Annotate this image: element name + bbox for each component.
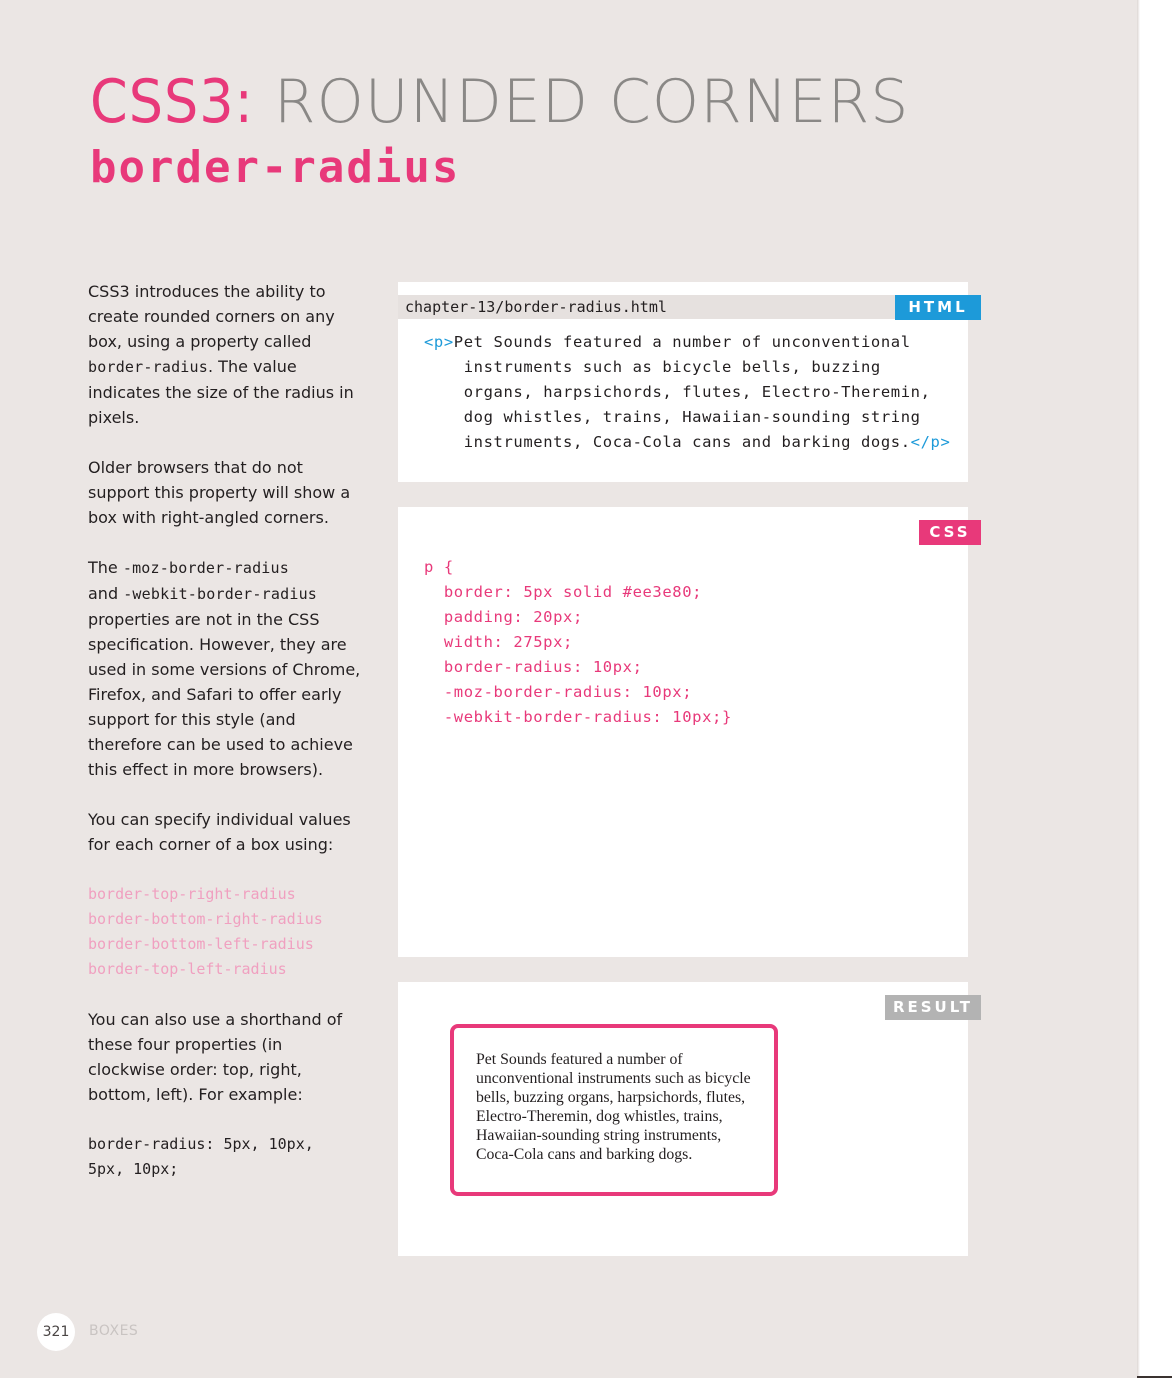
inline-code: -webkit-border-radius — [123, 585, 318, 603]
code-line: dog whistles, trains, Hawaiian-sounding string — [463, 408, 921, 426]
close-tag: </p> — [910, 433, 951, 451]
page-subtitle: border-radius — [90, 142, 461, 193]
shorthand-example — [88, 1132, 363, 1182]
inline-code: border-radius — [88, 358, 208, 376]
title-rest: ROUNDED CORNERS — [273, 67, 910, 137]
code-line: Pet Sounds featured a number of unconventional — [453, 333, 911, 351]
title-accent: CSS3: — [90, 67, 254, 137]
section-name: BOXES — [89, 1323, 139, 1339]
css-label: CSS — [919, 520, 981, 545]
page-title — [90, 66, 909, 138]
corner-property: border-top-right-radius — [88, 885, 296, 903]
text: properties are not in the CSS specification. However, they are used in some versions of Chrome, Firefox, and Safari to offer early support for this style (and therefore can be used to achieve this effect in more browsers). — [88, 610, 361, 779]
code-line: instruments, Coca-Cola cans and barking dogs. — [463, 433, 911, 451]
css-code-panel — [398, 507, 971, 957]
css-code — [424, 555, 732, 730]
code-line: border: 5px solid #ee3e80; — [424, 583, 703, 601]
page-edge — [1137, 0, 1140, 1378]
code-line: instruments such as bicycle bells, buzzing — [463, 358, 881, 376]
code-line: padding: 20px; — [424, 608, 583, 626]
corner-property: border-top-left-radius — [88, 960, 287, 978]
text: and — [88, 584, 124, 603]
code-line: border-radius: 5px, 10px, — [88, 1135, 314, 1153]
text: CSS3 introduces the ability to create rounded corners on any box, using a property called — [88, 282, 335, 351]
page-number: 321 — [37, 1313, 75, 1351]
code-line: width: 275px; — [424, 633, 573, 651]
html-label: HTML — [895, 295, 981, 320]
code-line: organs, harpsichords, flutes, Electro-Theremin, — [463, 383, 931, 401]
rounded-paragraph-box: Pet Sounds featured a number of unconventional instruments such as bicycle bells, buzzing organs, harpsichords, flutes, Electro-Theremin, dog whistles, trains, Hawaiian-sounding string instruments, Coca-Cola cans and barking dogs. — [450, 1024, 778, 1196]
corner-property: border-bottom-left-radius — [88, 935, 314, 953]
text: The — [88, 558, 123, 577]
paragraph-intro — [88, 279, 363, 430]
paragraph-vendor-prefixes — [88, 555, 363, 782]
inline-code: -moz-border-radius — [122, 559, 289, 577]
code-line: border-radius: 10px; — [424, 658, 643, 676]
text: . The value indicates the size of the radius in pixels. — [88, 357, 354, 427]
paragraph-older-browsers: Older browsers that do not support this property will show a box with right-angled corners. — [88, 458, 351, 527]
result-panel — [398, 982, 974, 1256]
code-line: p { — [424, 558, 454, 576]
code-line: -moz-border-radius: 10px; — [424, 683, 693, 701]
html-code — [424, 330, 950, 455]
html-code-panel — [398, 282, 968, 482]
paragraph-shorthand: You can also use a shorthand of these four properties (in clockwise order: top, right, bottom, left). For example: — [88, 1010, 343, 1104]
filename-bar: chapter-13/border-radius.html — [398, 295, 968, 319]
corner-property-list — [88, 882, 363, 982]
sidebar-text — [88, 279, 363, 1182]
open-tag: <p> — [424, 333, 454, 351]
paragraph-individual-corners: You can specify individual values for each corner of a box using: — [88, 810, 351, 854]
corner-property: border-bottom-right-radius — [88, 910, 323, 928]
code-line: 5px, 10px; — [88, 1160, 179, 1178]
result-label: RESULT — [885, 995, 981, 1020]
code-line: -webkit-border-radius: 10px;} — [424, 708, 732, 726]
